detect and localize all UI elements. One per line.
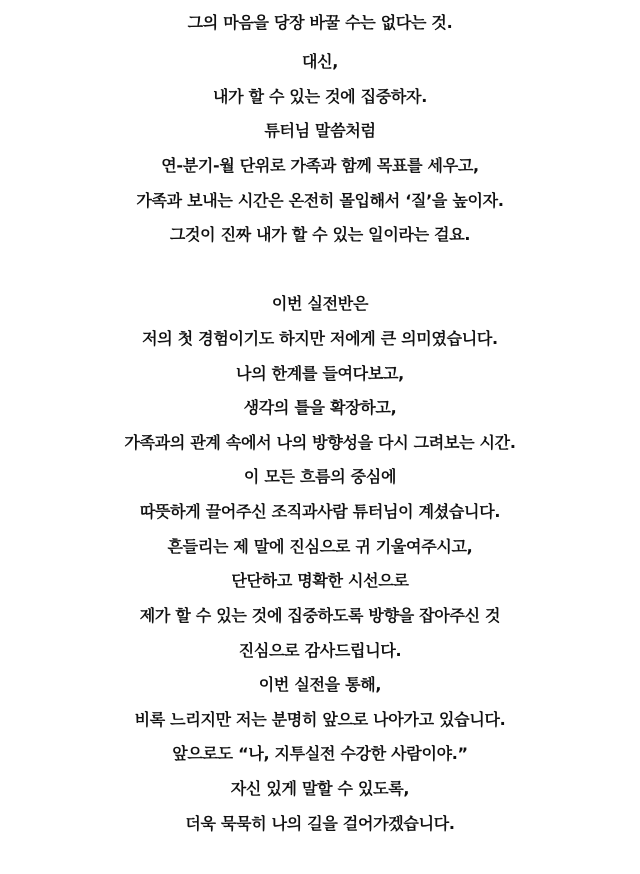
text-line: 저의 첫 경험이기도 하지만 저에게 큰 의미였습니다. [142,329,498,348]
text-line: 나의 한계를 들여다보고, [236,364,404,383]
text-line: 자신 있게 말할 수 있도록, [230,779,410,798]
text-line: 진심으로 감사드립니다. [238,641,402,660]
text-line: 그의 마음을 당장 바꿀 수는 없다는 것. [187,13,453,32]
text-line: 생각의 틀을 확장하고, [243,398,397,417]
text-line: 이 모든 흐름의 중심에 [243,467,397,486]
text-line: 가족과의 관계 속에서 나의 방향성을 다시 그려보는 시간. [124,433,516,452]
text-line: 비록 느리지만 저는 분명히 앞으로 나아가고 있습니다. [134,710,506,729]
text-line: 제가 할 수 있는 것에 집중하도록 방향을 잡아주신 것 [139,606,501,625]
text-line: 흔들리는 제 말에 진심으로 귀 기울여주시고, [167,537,473,556]
text-line: 대신, [301,52,339,71]
text-line: 튜터님 말씀처럼 [264,121,376,140]
text-line: 단단하고 명확한 시선으로 [231,571,409,590]
text-line: 그것이 진짜 내가 할 수 있는 일이라는 걸요. [169,225,471,244]
text-line: 내가 할 수 있는 것에 집중하자. [212,87,427,106]
text-line: 이번 실전반은 [271,294,369,313]
text-line: 가족과 보내는 시간은 온전히 몰입해서 ‘질’을 높이자. [136,191,504,210]
text-line: 더욱 묵묵히 나의 길을 걸어가겠습니다. [185,814,455,833]
text-line: 연-분기-월 단위로 가족과 함께 목표를 세우고, [161,156,479,175]
text-line: 이번 실전을 통해, [258,675,382,694]
text-line: 앞으로도 “나, 지투실전 수강한 사람이야.” [172,744,468,763]
text-line: 따뜻하게 끌어주신 조직과사람 튜터님이 계셨습니다. [139,502,501,521]
